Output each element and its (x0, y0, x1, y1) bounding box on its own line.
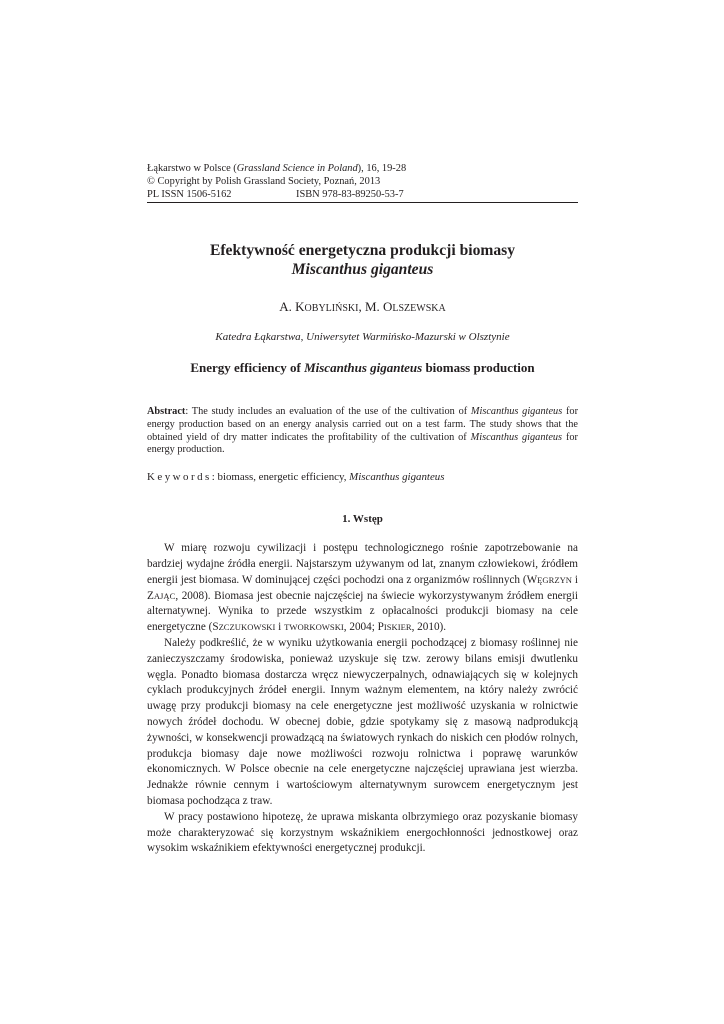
author-1-surname: OBYLIŃSKI (304, 303, 359, 314)
paragraph-3: W pracy postawiono hipotezę, że uprawa miskanta olbrzymiego oraz pozyskanie biomasy może charakteryzować się korzystnym wskaźnikiem energochłonności jednostkowej oraz wysokim wskaźnikiem efektywności energetycznej produkcji. (147, 810, 578, 855)
author-2-initial: , M. O (358, 299, 393, 314)
paragraph-2: Należy podkreślić, że w wyniku użytkowania energii pochodzącej z biomasy roślinnej nie zanieczyszczamy środowiska, ponieważ uzyskuje się tzw. zerowy bilans emisji dwutlenku węgla. Ponadto biomasa dostarcza wręcz niewyczerpalnych, odnawiających się w kolejnych cyklach produkcyjnych źródeł energii. Innym ważnym elementem, na który należy zwrócić uwagę przy produkcji biomasy na cele energetyczne jest możliwość uzyskania w rolnictwie nowych źródeł dochodu. W obecnej dobie, gdzie spotykamy się z masową nadprodukcją żywności, w konsekwencji prowadzącą na światowych rynkach do niskich cen płodów rolnych, produkcja biomasy daje nowe możliwości rozwoju rolnictwa i poprawę warunków ekonomicznych. W Polsce obecnie na cele energetyczne najczęściej uprawiana jest wierzba. Jednakże równie cennym i wartościowym alternatywnym surowcem energetycznym jest biomasa pochodząca z traw. (147, 636, 578, 807)
issn: PL ISSN 1506-5162 (147, 189, 232, 200)
paper-page (147, 162, 578, 857)
journal-volume: ), 16, 19-28 (357, 163, 407, 174)
abstract-label: Abstract (147, 406, 186, 417)
p1-text-3: , 2004; (343, 621, 378, 634)
title-line-2: Miscanthus giganteus (291, 261, 434, 278)
citation-author: S (212, 621, 219, 634)
paragraph-1 (147, 541, 578, 636)
keywords-list: : biomass, energetic efficiency, (211, 471, 350, 484)
abstract-text-2: for energy production based on an energy analysis carried out on a test farm. The study shows that the obtained yield of dry matter indicates the profitability of the cultivation of (147, 406, 578, 443)
authors (147, 299, 578, 315)
keywords (147, 471, 578, 483)
author-2-surname: LSZEWSKA (392, 303, 446, 314)
abstract-text-1: : The study includes an evaluation of the use of the cultivation of (185, 406, 471, 417)
english-title (147, 360, 578, 376)
citation-author: W (526, 573, 538, 586)
section-heading: 1. Wstęp (342, 513, 383, 526)
title-line-1: Efektywność energetyczna produkcji biomasy (209, 242, 516, 259)
keywords-label: Keywords (147, 471, 212, 484)
citation-author: Z (147, 589, 154, 602)
body-text (147, 541, 578, 857)
journal-citation (147, 162, 578, 175)
english-title-post: biomass production (422, 360, 535, 375)
issn-isbn-line (147, 188, 578, 201)
journal-name-english: Grassland Science in Poland (236, 163, 358, 174)
citation-author: ZCZUKOWSKI (218, 622, 276, 633)
abstract-species-1: Miscanthus giganteus (470, 406, 563, 417)
author-1-initial: A. K (279, 299, 305, 314)
citation-author: TWOR (284, 622, 310, 633)
citation-conj: i (572, 573, 578, 586)
p1-text-2: , 2008). Biomasa jest obecnie najczęściej na świecie wykorzystywanym źródłem energii alternatywnej. Wynika to przede wszystkim z opłacalności produkcji biomasy na cele energetyczne ( (147, 589, 578, 634)
paper-title (147, 241, 578, 279)
affiliation: Katedra Łąkarstwa, Uniwersytet Warmińsko-Mazurski w Olsztynie (215, 331, 510, 343)
citation-author: AJĄC (153, 590, 176, 601)
english-title-species: Miscanthus giganteus (304, 360, 423, 375)
english-title-pre: Energy efficiency of (190, 360, 305, 375)
citation-author: P (377, 621, 384, 634)
abstract-text-3: for energy production. (147, 431, 578, 456)
abstract-species-2: Miscanthus giganteus (470, 431, 563, 443)
isbn: ISBN 978-83-89250-53-7 (296, 189, 404, 200)
citation-author: ISKIER (383, 622, 412, 633)
copyright-line: © Copyright by Polish Grassland Society, Poznań, 2013 (147, 176, 381, 187)
citation-author: KOWSKI (309, 622, 344, 633)
p1-text-4: , 2010). (411, 621, 447, 634)
citation-author: ĘGRZYN (537, 574, 573, 585)
journal-header (147, 162, 578, 201)
p1-text-1: W miarę rozwoju cywilizacji i postępu technologicznego rośnie zapotrzebowanie na bardziej wydajne źródła energii. Najstarszym używanym od lat, znanym człowiekowi, źródłem energii jest biomasa. W dominującej części pochodzi ona z organizmów roślinnych ( (147, 542, 578, 586)
journal-name: Łąkarstwo w Polsce ( (147, 163, 237, 174)
citation-conj: i (275, 621, 285, 634)
abstract (147, 406, 578, 457)
keywords-species: Miscanthus giganteus (349, 471, 445, 484)
header-rule (147, 202, 578, 203)
